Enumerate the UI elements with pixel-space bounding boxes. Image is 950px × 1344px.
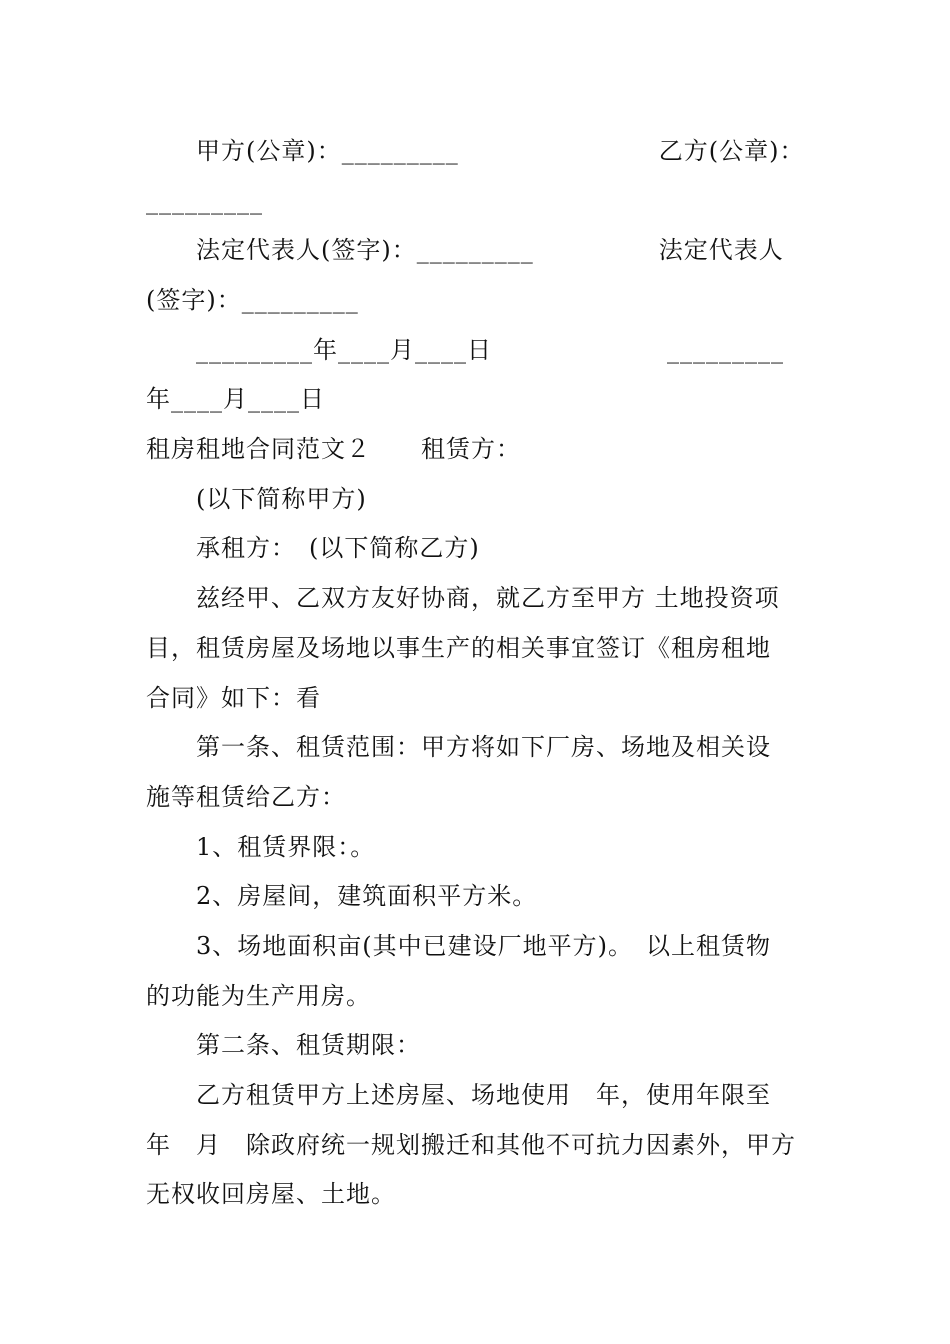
article-2-line-3: 无权收回房屋、土地。 <box>146 1180 396 1208</box>
signature-line-party-b-blank: _________ <box>146 187 263 215</box>
legal-rep-line: 法定代表人(签字)：_________ 法定代表人 <box>146 236 784 264</box>
article-1-item-3-cont: 的功能为生产用房。 <box>146 982 371 1010</box>
party-a-note: (以下简称甲方) <box>146 485 367 513</box>
lessee-line: 承租方： (以下简称乙方) <box>146 534 480 562</box>
preamble-line-2: 目，租赁房屋及场地以事生产的相关事宜签订《租房租地 <box>146 634 771 662</box>
contract-title-line: 租房租地合同范文２ 租赁方： <box>146 435 521 463</box>
article-2-heading: 第二条、租赁期限： <box>146 1031 421 1059</box>
preamble-line-3: 合同》如下：看 <box>146 684 321 712</box>
date-line: _________年____月____日 _________ <box>146 336 784 364</box>
article-1-item-2: 2、房屋间，建筑面积平方米。 <box>146 882 538 910</box>
article-1-line-2: 施等租赁给乙方： <box>146 783 346 811</box>
date-line-cont: 年____月____日 <box>146 385 325 413</box>
article-1-item-1: 1、租赁界限：。 <box>146 833 376 861</box>
article-2-line-2: 年 月 除政府统一规划搬迁和其他不可抗力因素外，甲方 <box>146 1131 796 1159</box>
preamble-line-1: 兹经甲、乙双方友好协商，就乙方至甲方 土地投资项 <box>146 584 780 612</box>
article-2-line-1: 乙方租赁甲方上述房屋、场地使用 年，使用年限至 <box>146 1081 771 1109</box>
signature-line-party-a: 甲方(公章)：_________ 乙方(公章)： <box>146 137 805 165</box>
article-1-line-1: 第一条、租赁范围：甲方将如下厂房、场地及相关设 <box>146 733 771 761</box>
legal-rep-line-cont: (签字)：_________ <box>146 286 359 314</box>
article-1-item-3: 3、场地面积亩(其中已建设厂地平方)。 以上租赁物 <box>146 932 771 960</box>
